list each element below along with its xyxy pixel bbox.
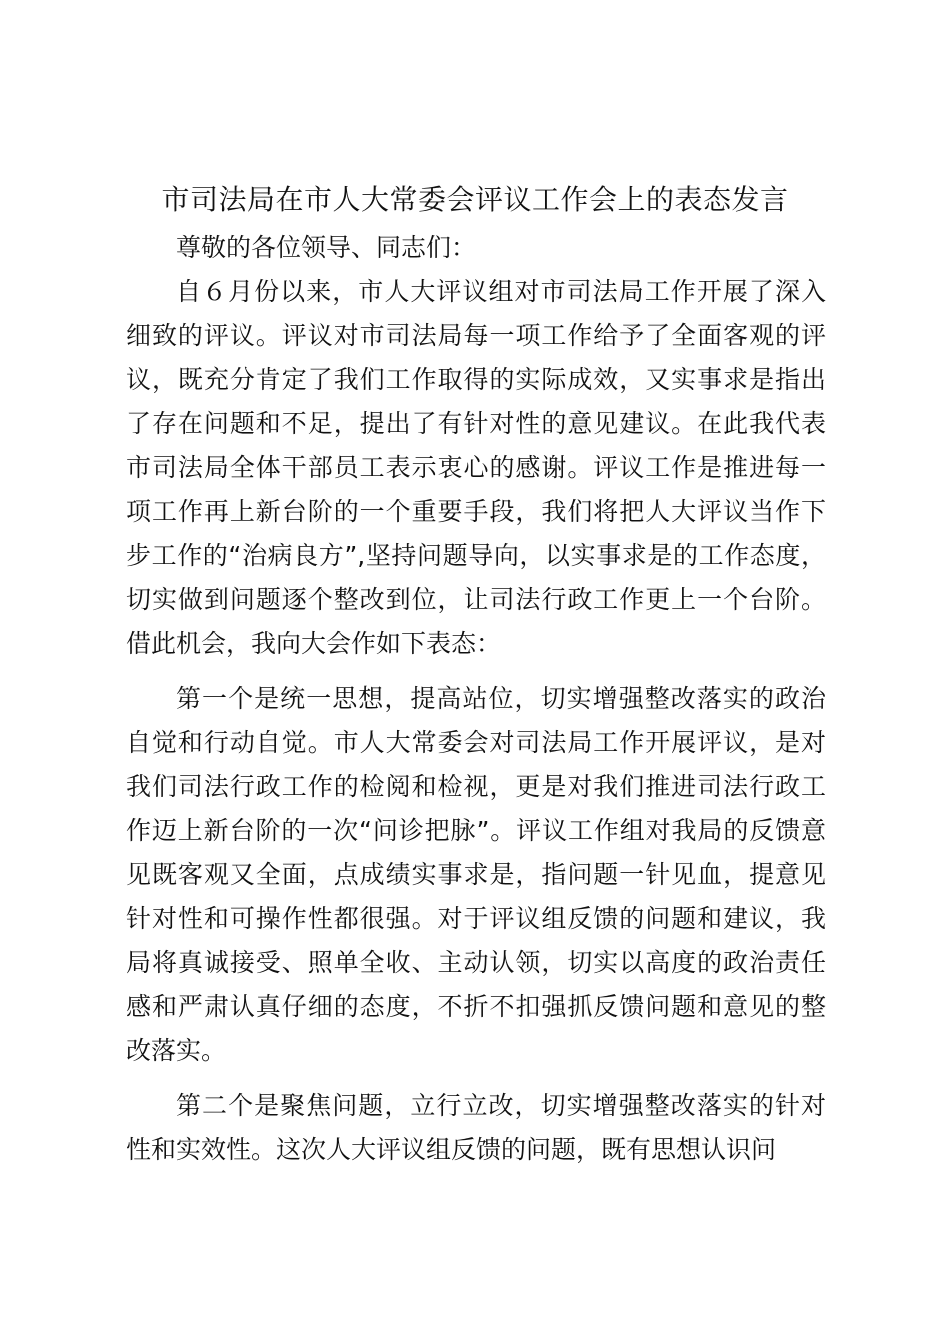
paragraph-line: 针对性和可操作性都很强。对于评议组反馈的问题和建议，我 bbox=[126, 904, 826, 933]
paragraph-line: 我们司法行政工作的检阅和检视，更是对我们推进司法行政工 bbox=[126, 772, 826, 801]
paragraph-line: 作迈上新台阶的一次“问诊把脉”。评议工作组对我局的反馈意 bbox=[126, 816, 826, 845]
paragraph-line: 借此机会，我向大会作如下表态： bbox=[126, 629, 502, 658]
paragraph-3 bbox=[126, 1084, 826, 1172]
paragraph-line: 感和严肃认真仔细的态度，不折不扣强抓反馈问题和意见的整 bbox=[126, 992, 826, 1021]
paragraph-line: 改落实。 bbox=[126, 1036, 227, 1065]
paragraph-line: 切实做到问题逐个整改到位，让司法行政工作更上一个台阶。 bbox=[126, 585, 826, 614]
paragraph-line: 项工作再上新台阶的一个重要手段，我们将把人大评议当作下 bbox=[126, 497, 826, 526]
paragraph-2 bbox=[126, 677, 826, 1073]
paragraph-1 bbox=[126, 270, 826, 666]
paragraph-line: 第一个是统一思想，提高站位，切实增强整改落实的政治 bbox=[176, 684, 826, 713]
paragraph-line: 议，既充分肯定了我们工作取得的实际成效，又实事求是指出 bbox=[126, 365, 826, 394]
document-title: 市司法局在市人大常委会评议工作会上的表态发言 bbox=[161, 183, 789, 216]
salutation: 尊敬的各位领导、同志们： bbox=[176, 233, 477, 262]
paragraph-line: 自觉和行动自觉。市人大常委会对司法局工作开展评议，是对 bbox=[126, 728, 826, 757]
paragraph-line: 局将真诚接受、照单全收、主动认领，切实以高度的政治责任 bbox=[126, 948, 826, 977]
paragraph-line: 性和实效性。这次人大评议组反馈的问题，既有思想认识问 bbox=[126, 1135, 777, 1164]
paragraph-line: 细致的评议。评议对市司法局每一项工作给予了全面客观的评 bbox=[126, 321, 826, 350]
paragraph-line: 市司法局全体干部员工表示衷心的感谢。评议工作是推进每一 bbox=[126, 453, 826, 482]
paragraph-line: 见既客观又全面，点成绩实事求是，指问题一针见血，提意见 bbox=[126, 860, 826, 889]
paragraph-line: 步工作的“治病良方”,坚持问题导向，以实事求是的工作态度， bbox=[126, 541, 826, 570]
document-body bbox=[126, 226, 826, 1172]
paragraph-line: 了存在问题和不足，提出了有针对性的意见建议。在此我代表 bbox=[126, 409, 826, 438]
paragraph-line: 第二个是聚焦问题，立行立改，切实增强整改落实的针对 bbox=[176, 1091, 826, 1120]
paragraph-line: 自６月份以来，市人大评议组对市司法局工作开展了深入 bbox=[176, 277, 826, 306]
